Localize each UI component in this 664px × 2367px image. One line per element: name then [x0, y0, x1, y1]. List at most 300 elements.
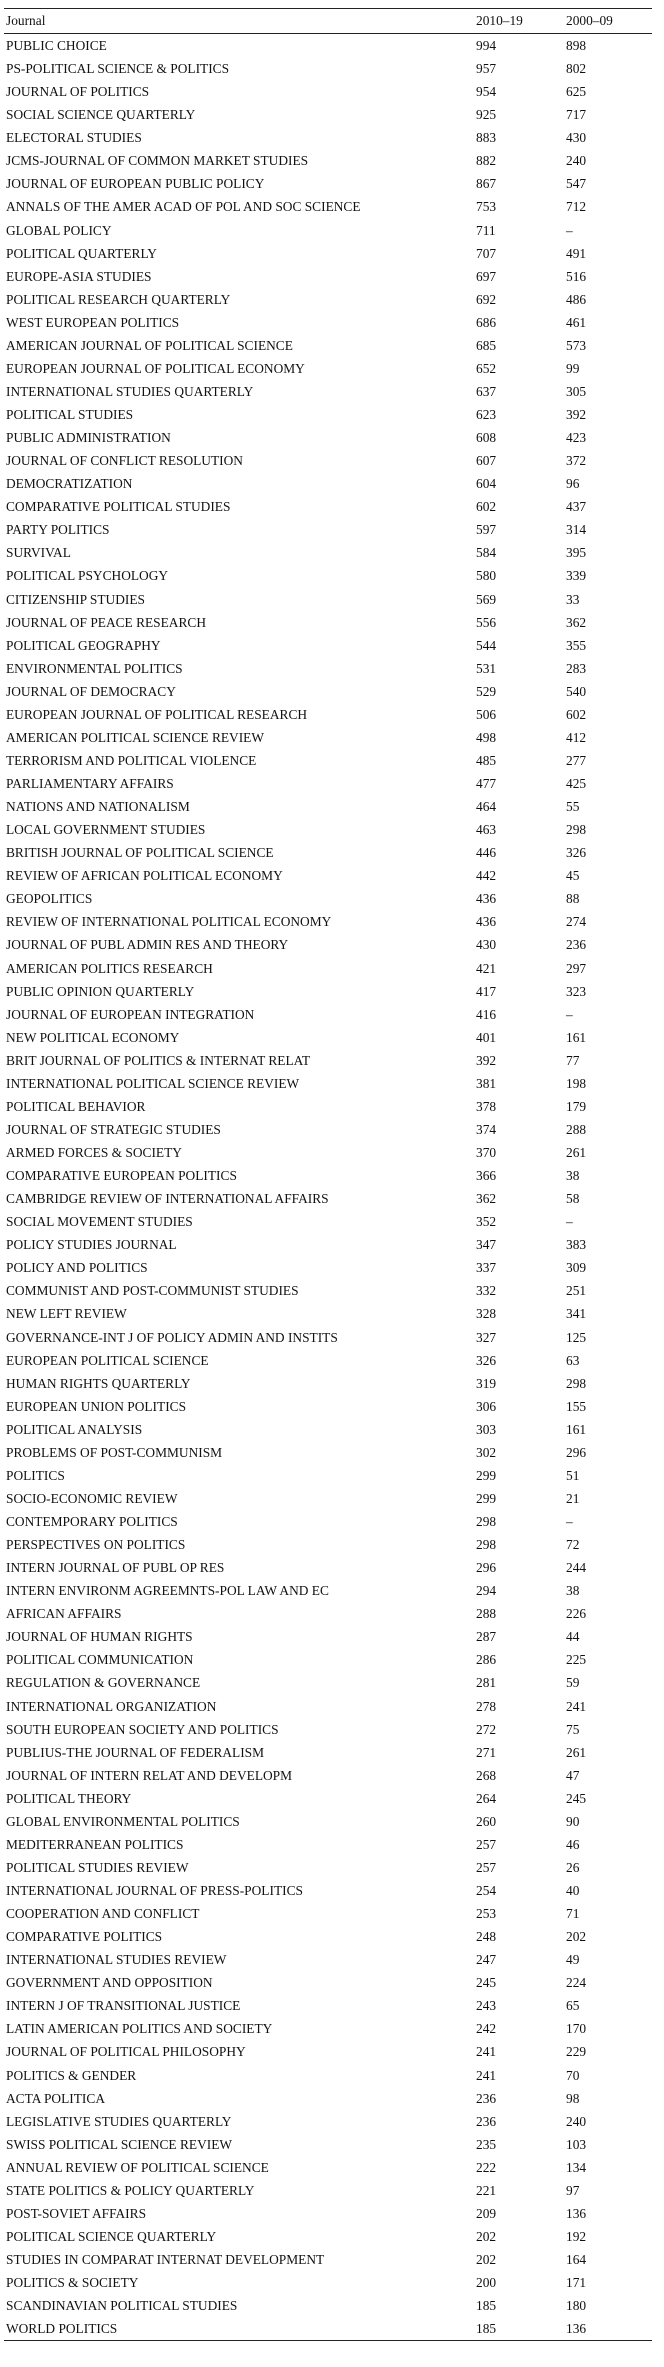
table-row	[4, 2064, 652, 2087]
cell-2000-09: 372	[566, 453, 587, 469]
cell-journal: NEW POLITICAL ECONOMY	[6, 1029, 180, 1045]
cell-2000-09: 90	[566, 1813, 580, 1829]
table-row	[4, 288, 652, 311]
cell-2000-09: 38	[566, 1583, 580, 1599]
cell-2000-09: 33	[566, 591, 580, 607]
cell-journal: POLITICAL THEORY	[6, 1790, 132, 1806]
cell-2000-09: 226	[566, 1606, 587, 1622]
cell-journal: ANNUAL REVIEW OF POLITICAL SCIENCE	[6, 2159, 269, 2175]
cell-2010-19: 221	[476, 2182, 497, 2198]
cell-journal: SCANDINAVIAN POLITICAL STUDIES	[6, 2298, 238, 2314]
cell-2000-09: 97	[566, 2182, 580, 2198]
cell-2000-09: 323	[566, 983, 587, 999]
cell-2010-19: 925	[476, 107, 497, 123]
cell-journal: POLICY STUDIES JOURNAL	[6, 1237, 177, 1253]
cell-2010-19: 544	[476, 637, 497, 653]
cell-journal: BRITISH JOURNAL OF POLITICAL SCIENCE	[6, 845, 274, 861]
header-2000-09: 2000–09	[566, 13, 613, 28]
cell-2010-19: 417	[476, 983, 497, 999]
cell-2000-09: 274	[566, 914, 587, 930]
cell-2000-09: 179	[566, 1098, 587, 1114]
cell-journal: COMPARATIVE EUROPEAN POLITICS	[6, 1168, 237, 1184]
table-row	[4, 518, 652, 541]
table-row	[4, 1579, 652, 1602]
cell-2000-09: 164	[566, 2252, 587, 2267]
table-row	[4, 1095, 652, 1118]
cell-2010-19: 421	[476, 960, 497, 976]
table-row	[4, 1141, 652, 1164]
cell-2010-19: 556	[476, 614, 497, 630]
cell-journal: CAMBRIDGE REVIEW OF INTERNATIONAL AFFAIRS	[6, 1191, 329, 1207]
cell-journal: WORLD POLITICS	[6, 2321, 118, 2337]
cell-2000-09: 392	[566, 407, 587, 422]
table-row	[4, 1256, 652, 1279]
cell-2000-09: 283	[566, 660, 587, 676]
cell-journal: JOURNAL OF EUROPEAN INTEGRATION	[6, 1006, 255, 1022]
cell-2010-19: 436	[476, 914, 497, 930]
cell-journal: CITIZENSHIP STUDIES	[6, 591, 145, 607]
table-row	[4, 2017, 652, 2040]
cell-2000-09: 297	[566, 960, 587, 976]
cell-2010-19: 302	[476, 1444, 497, 1460]
cell-journal: PUBLIUS-THE JOURNAL OF FEDERALISM	[6, 1744, 265, 1760]
table-row	[4, 57, 652, 80]
cell-journal: PUBLIC CHOICE	[6, 38, 107, 53]
cell-journal: LOCAL GOVERNMENT STUDIES	[6, 822, 206, 838]
cell-journal: GOVERNANCE-INT J OF POLICY ADMIN AND INSTITS	[6, 1329, 338, 1345]
cell-journal: JOURNAL OF CONFLICT RESOLUTION	[6, 453, 243, 469]
cell-2010-19: 298	[476, 1514, 497, 1529]
cell-2000-09: –	[566, 1514, 573, 1529]
cell-2000-09: 296	[566, 1444, 587, 1460]
cell-journal: POLITICAL GEOGRAPHY	[6, 637, 161, 653]
table-row	[4, 1833, 652, 1856]
cell-journal: LEGISLATIVE STUDIES QUARTERLY	[6, 2113, 232, 2129]
cell-2000-09: 134	[566, 2159, 587, 2175]
cell-2000-09: 65	[566, 1998, 580, 2014]
table-row	[4, 1741, 652, 1764]
table-row	[4, 472, 652, 495]
cell-2010-19: 957	[476, 61, 497, 77]
journal-citation-table	[4, 8, 652, 2341]
table-row	[4, 311, 652, 334]
cell-journal: GEOPOLITICS	[6, 891, 93, 907]
table-row	[4, 1971, 652, 1994]
cell-2010-19: 374	[476, 1121, 497, 1137]
table-row	[4, 657, 652, 680]
cell-journal: PUBLIC OPINION QUARTERLY	[6, 983, 195, 999]
cell-journal: AMERICAN POLITICS RESEARCH	[6, 960, 213, 976]
table-row	[4, 403, 652, 426]
cell-journal: JCMS-JOURNAL OF COMMON MARKET STUDIES	[6, 153, 309, 169]
cell-2000-09: 395	[566, 545, 587, 561]
cell-2010-19: 271	[476, 1744, 497, 1760]
cell-2000-09: 77	[566, 1052, 580, 1068]
cell-2010-19: 623	[476, 407, 497, 422]
cell-journal: CONTEMPORARY POLITICS	[6, 1514, 178, 1529]
table-row	[4, 2040, 652, 2063]
cell-2010-19: 531	[476, 660, 497, 676]
cell-2000-09: 136	[566, 2205, 587, 2221]
cell-2000-09: 103	[566, 2136, 587, 2152]
cell-2010-19: 303	[476, 1421, 497, 1437]
table-row	[4, 126, 652, 149]
cell-journal: POLITICAL STUDIES	[6, 407, 134, 422]
table-row	[4, 1349, 652, 1372]
cell-journal: INTERNATIONAL JOURNAL OF PRESS-POLITICS	[6, 1883, 303, 1898]
cell-journal: COMMUNIST AND POST-COMMUNIST STUDIES	[6, 1283, 299, 1299]
table-row	[4, 1718, 652, 1741]
cell-journal: EUROPEAN UNION POLITICS	[6, 1398, 187, 1414]
cell-2000-09: 198	[566, 1075, 587, 1091]
cell-2010-19: 260	[476, 1813, 497, 1829]
table-row	[4, 1948, 652, 1971]
cell-2010-19: 378	[476, 1098, 497, 1114]
cell-2000-09: 339	[566, 568, 587, 584]
table-row	[4, 449, 652, 472]
cell-2010-19: 753	[476, 199, 497, 215]
cell-2000-09: 244	[566, 1560, 587, 1576]
cell-journal: BRIT JOURNAL OF POLITICS & INTERNAT RELAT	[6, 1052, 311, 1068]
table-row	[4, 818, 652, 841]
cell-2010-19: 607	[476, 453, 497, 469]
table-row	[4, 2225, 652, 2248]
table-row	[4, 541, 652, 564]
cell-2000-09: 55	[566, 799, 580, 815]
cell-2000-09: 170	[566, 2021, 587, 2037]
cell-2000-09: 314	[566, 522, 587, 538]
table-row	[4, 1671, 652, 1694]
cell-2000-09: 261	[566, 1145, 587, 1160]
cell-2010-19: 299	[476, 1467, 497, 1483]
cell-journal: LATIN AMERICAN POLITICS AND SOCIETY	[6, 2021, 273, 2037]
table-row	[4, 1049, 652, 1072]
cell-2000-09: 298	[566, 822, 587, 838]
cell-2000-09: 46	[566, 1836, 580, 1852]
cell-2000-09: 180	[566, 2298, 587, 2314]
cell-2000-09: 125	[566, 1329, 587, 1345]
cell-2010-19: 272	[476, 1721, 497, 1737]
cell-2010-19: 253	[476, 1906, 497, 1922]
table-row	[4, 1464, 652, 1487]
cell-2000-09: 155	[566, 1398, 587, 1414]
cell-journal: POLITICAL ANALYSIS	[6, 1421, 143, 1437]
cell-journal: STUDIES IN COMPARAT INTERNAT DEVELOPMENT	[6, 2252, 325, 2267]
cell-2000-09: 40	[566, 1883, 580, 1898]
cell-2010-19: 477	[476, 776, 497, 791]
cell-journal: EUROPEAN JOURNAL OF POLITICAL ECONOMY	[6, 360, 305, 376]
table-row	[4, 1003, 652, 1026]
cell-2010-19: 883	[476, 130, 497, 146]
table-row	[4, 426, 652, 449]
table-row	[4, 1648, 652, 1671]
cell-journal: POLICY AND POLITICS	[6, 1260, 148, 1276]
cell-journal: POLITICAL PSYCHOLOGY	[6, 568, 169, 584]
cell-2000-09: 412	[566, 729, 587, 745]
cell-2000-09: 251	[566, 1283, 587, 1299]
cell-journal: ENVIRONMENTAL POLITICS	[6, 660, 183, 676]
cell-2000-09: 423	[566, 430, 587, 446]
cell-journal: SOCIAL MOVEMENT STUDIES	[6, 1214, 193, 1230]
cell-2000-09: 240	[566, 153, 587, 169]
cell-2000-09: 99	[566, 360, 580, 376]
cell-2010-19: 362	[476, 1191, 497, 1207]
cell-2000-09: 261	[566, 1744, 587, 1760]
cell-2010-19: 637	[476, 383, 497, 399]
table-row	[4, 1994, 652, 2017]
cell-2010-19: 241	[476, 2044, 497, 2060]
table-row	[4, 2156, 652, 2179]
cell-2010-19: 686	[476, 314, 497, 330]
cell-2000-09: 71	[566, 1906, 580, 1922]
cell-2010-19: 254	[476, 1883, 497, 1898]
cell-journal: PROBLEMS OF POST-COMMUNISM	[6, 1444, 223, 1460]
cell-journal: COOPERATION AND CONFLICT	[6, 1906, 200, 1922]
cell-2010-19: 185	[476, 2298, 497, 2314]
table-row	[4, 749, 652, 772]
table-row	[4, 980, 652, 1003]
cell-2010-19: 867	[476, 176, 497, 192]
cell-journal: PUBLIC ADMINISTRATION	[6, 430, 171, 446]
cell-2010-19: 401	[476, 1029, 497, 1045]
cell-2000-09: 712	[566, 199, 587, 215]
table-row	[4, 1233, 652, 1256]
cell-journal: TERRORISM AND POLITICAL VIOLENCE	[6, 752, 257, 768]
cell-journal: AMERICAN POLITICAL SCIENCE REVIEW	[6, 729, 264, 745]
table-row	[4, 1602, 652, 1625]
table-row	[4, 680, 652, 703]
cell-2010-19: 463	[476, 822, 497, 838]
header-2010-19: 2010–19	[476, 13, 523, 28]
cell-2000-09: 45	[566, 868, 580, 884]
cell-2010-19: 506	[476, 706, 497, 722]
table-row	[4, 1879, 652, 1902]
cell-2010-19: 209	[476, 2205, 497, 2221]
table-row	[4, 357, 652, 380]
cell-2000-09: 192	[566, 2228, 587, 2244]
cell-journal: GLOBAL POLICY	[6, 222, 112, 238]
cell-journal: POLITICAL STUDIES REVIEW	[6, 1859, 189, 1875]
cell-journal: ANNALS OF THE AMER ACAD OF POL AND SOC SCIENCE	[6, 199, 361, 215]
table-row	[4, 1441, 652, 1464]
table-row	[4, 380, 652, 403]
cell-2010-19: 200	[476, 2275, 497, 2291]
cell-2010-19: 416	[476, 1006, 497, 1022]
cell-journal: POLITICAL QUARTERLY	[6, 245, 157, 261]
cell-journal: PARTY POLITICS	[6, 522, 110, 538]
cell-2000-09: 70	[566, 2067, 580, 2083]
table-row	[4, 1279, 652, 1302]
cell-journal: POLITICS & GENDER	[6, 2067, 137, 2083]
cell-2010-19: 306	[476, 1398, 497, 1414]
cell-2010-19: 392	[476, 1052, 497, 1068]
cell-journal: EUROPEAN JOURNAL OF POLITICAL RESEARCH	[6, 706, 308, 722]
cell-2010-19: 366	[476, 1168, 497, 1184]
table-row	[4, 703, 652, 726]
cell-journal: COMPARATIVE POLITICAL STUDIES	[6, 499, 231, 515]
cell-2000-09: 51	[566, 1467, 580, 1483]
table-row	[4, 726, 652, 749]
cell-journal: INTERN ENVIRONM AGREEMNTS-POL LAW AND EC	[6, 1583, 329, 1599]
cell-2010-19: 222	[476, 2159, 497, 2175]
cell-2000-09: 362	[566, 614, 587, 630]
cell-2000-09: 288	[566, 1121, 587, 1137]
table-row	[4, 2202, 652, 2225]
cell-journal: SOCIO-ECONOMIC REVIEW	[6, 1490, 178, 1506]
cell-2000-09: 72	[566, 1537, 580, 1553]
cell-journal: JOURNAL OF PEACE RESEARCH	[6, 614, 207, 630]
cell-2000-09: 202	[566, 1929, 587, 1945]
cell-journal: JOURNAL OF EUROPEAN PUBLIC POLICY	[6, 176, 265, 192]
table-row	[4, 172, 652, 195]
table-row	[4, 2179, 652, 2202]
cell-2010-19: 580	[476, 568, 497, 584]
cell-2000-09: 136	[566, 2321, 587, 2337]
table-row	[4, 1856, 652, 1879]
table-row	[4, 2133, 652, 2156]
cell-2010-19: 296	[476, 1560, 497, 1576]
table-row	[4, 1395, 652, 1418]
cell-journal: NATIONS AND NATIONALISM	[6, 799, 190, 815]
cell-2000-09: 241	[566, 1698, 587, 1714]
cell-2000-09: 161	[566, 1421, 587, 1437]
table-row	[4, 1625, 652, 1648]
cell-journal: JOURNAL OF INTERN RELAT AND DEVELOPM	[6, 1767, 293, 1783]
cell-2010-19: 247	[476, 1952, 497, 1968]
table-row	[4, 772, 652, 795]
cell-2010-19: 608	[476, 430, 497, 446]
cell-2010-19: 652	[476, 360, 497, 376]
cell-2010-19: 954	[476, 84, 497, 100]
cell-2000-09: 625	[566, 84, 587, 100]
cell-2010-19: 298	[476, 1537, 497, 1553]
cell-journal: AMERICAN JOURNAL OF POLITICAL SCIENCE	[6, 337, 293, 353]
cell-2010-19: 326	[476, 1352, 497, 1368]
cell-journal: HUMAN RIGHTS QUARTERLY	[6, 1375, 191, 1391]
cell-journal: MEDITERRANEAN POLITICS	[6, 1836, 184, 1852]
header-journal: Journal	[6, 13, 46, 28]
cell-journal: NEW LEFT REVIEW	[6, 1306, 127, 1322]
cell-2010-19: 370	[476, 1145, 497, 1160]
table-row	[4, 1787, 652, 1810]
cell-2010-19: 319	[476, 1375, 497, 1391]
cell-2000-09: 236	[566, 937, 587, 953]
cell-2010-19: 352	[476, 1214, 497, 1230]
cell-journal: POLITICAL COMMUNICATION	[6, 1652, 194, 1668]
cell-2000-09: 75	[566, 1721, 580, 1737]
cell-2000-09: 540	[566, 683, 587, 699]
table-row	[4, 1695, 652, 1718]
cell-journal: SWISS POLITICAL SCIENCE REVIEW	[6, 2136, 233, 2152]
cell-2010-19: 257	[476, 1859, 497, 1875]
cell-journal: JOURNAL OF POLITICAL PHILOSOPHY	[6, 2044, 246, 2060]
cell-2000-09: 486	[566, 291, 587, 307]
table-row	[4, 2087, 652, 2110]
cell-2000-09: 309	[566, 1260, 587, 1276]
cell-journal: REVIEW OF INTERNATIONAL POLITICAL ECONOMY	[6, 914, 332, 930]
cell-journal: PARLIAMENTARY AFFAIRS	[6, 776, 174, 791]
cell-journal: POLITICAL BEHAVIOR	[6, 1098, 146, 1114]
cell-journal: JOURNAL OF STRATEGIC STUDIES	[6, 1121, 221, 1137]
cell-2010-19: 264	[476, 1790, 497, 1806]
cell-journal: ARMED FORCES & SOCIETY	[6, 1145, 182, 1160]
cell-journal: STATE POLITICS & POLICY QUARTERLY	[6, 2182, 255, 2198]
table-row	[4, 195, 652, 218]
table-row	[4, 910, 652, 933]
table-row	[4, 795, 652, 818]
table-row	[4, 1187, 652, 1210]
cell-journal: WEST EUROPEAN POLITICS	[6, 314, 180, 330]
cell-2010-19: 245	[476, 1975, 497, 1991]
table-row	[4, 2271, 652, 2294]
cell-journal: PERSPECTIVES ON POLITICS	[6, 1537, 186, 1553]
cell-journal: SOCIAL SCIENCE QUARTERLY	[6, 107, 196, 123]
table-row	[4, 34, 652, 58]
cell-2010-19: 185	[476, 2321, 497, 2337]
table-row	[4, 242, 652, 265]
cell-2010-19: 498	[476, 729, 497, 745]
cell-2000-09: 26	[566, 1859, 580, 1875]
cell-2000-09: 44	[566, 1629, 580, 1645]
cell-journal: JOURNAL OF HUMAN RIGHTS	[6, 1629, 193, 1645]
cell-2000-09: 802	[566, 61, 587, 77]
cell-2000-09: 240	[566, 2113, 587, 2129]
cell-journal: POLITICAL RESEARCH QUARTERLY	[6, 291, 231, 307]
cell-journal: POLITICS & SOCIETY	[6, 2275, 139, 2291]
cell-2000-09: 298	[566, 1375, 587, 1391]
cell-2000-09: 161	[566, 1029, 587, 1045]
table-row	[4, 1533, 652, 1556]
cell-journal: GLOBAL ENVIRONMENTAL POLITICS	[6, 1813, 240, 1829]
cell-2010-19: 347	[476, 1237, 497, 1253]
cell-2000-09: 49	[566, 1952, 580, 1968]
cell-journal: SURVIVAL	[6, 545, 71, 561]
cell-2010-19: 236	[476, 2113, 497, 2129]
table-row	[4, 1556, 652, 1579]
cell-journal: DEMOCRATIZATION	[6, 476, 133, 492]
cell-2010-19: 604	[476, 476, 497, 492]
table-row	[4, 1326, 652, 1349]
cell-journal: GOVERNMENT AND OPPOSITION	[6, 1975, 213, 1991]
cell-journal: INTERN J OF TRANSITIONAL JUSTICE	[6, 1998, 241, 2014]
cell-journal: INTERNATIONAL STUDIES REVIEW	[6, 1952, 227, 1968]
cell-2000-09: 88	[566, 891, 580, 907]
cell-journal: POLITICS	[6, 1467, 65, 1483]
cell-journal: REVIEW OF AFRICAN POLITICAL ECONOMY	[6, 868, 283, 884]
cell-2000-09: 59	[566, 1675, 580, 1691]
cell-journal: PS-POLITICAL SCIENCE & POLITICS	[6, 61, 230, 77]
cell-2010-19: 882	[476, 153, 497, 169]
table-row	[4, 611, 652, 634]
cell-2000-09: 437	[566, 499, 587, 515]
cell-2000-09: 425	[566, 776, 587, 791]
cell-2010-19: 235	[476, 2136, 497, 2152]
cell-2010-19: 584	[476, 545, 497, 561]
cell-2000-09: 245	[566, 1790, 587, 1806]
table-row	[4, 265, 652, 288]
cell-2000-09: 383	[566, 1237, 587, 1253]
cell-journal: ACTA POLITICA	[6, 2090, 105, 2106]
cell-2010-19: 692	[476, 291, 497, 307]
cell-2010-19: 294	[476, 1583, 497, 1599]
table-row	[4, 80, 652, 103]
cell-2000-09: 573	[566, 337, 587, 353]
cell-2000-09: 547	[566, 176, 587, 192]
cell-journal: EUROPEAN POLITICAL SCIENCE	[6, 1352, 209, 1368]
table-row	[4, 1925, 652, 1948]
cell-2000-09: 461	[566, 314, 587, 330]
cell-2000-09: 63	[566, 1352, 580, 1368]
